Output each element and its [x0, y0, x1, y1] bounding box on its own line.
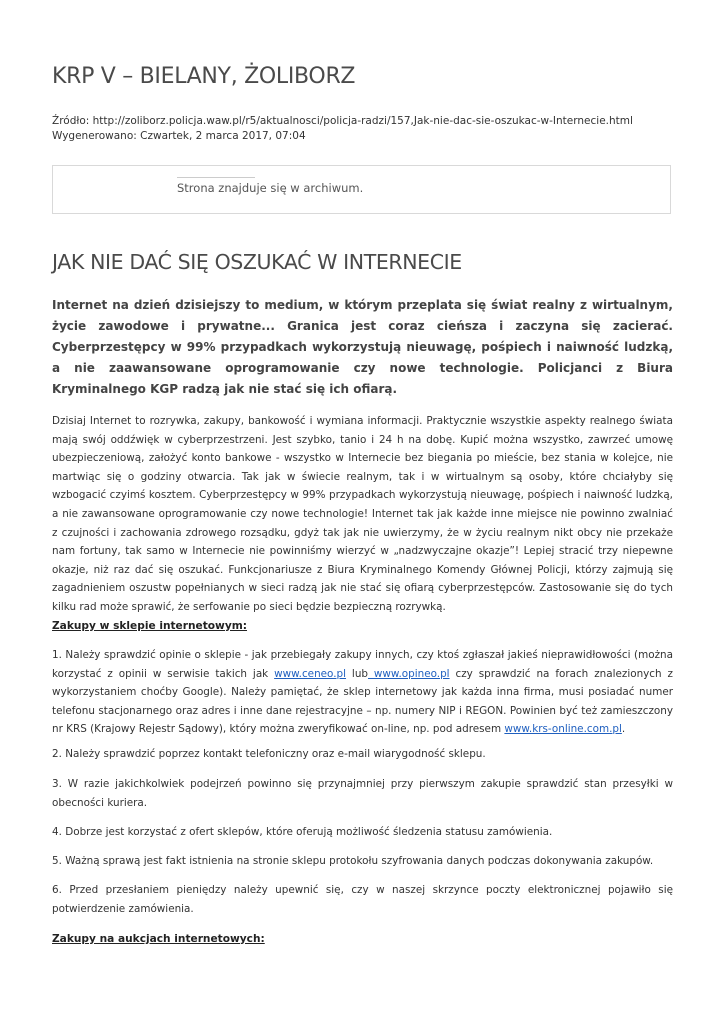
source-meta: [52, 114, 633, 144]
generated-date: Wygenerowano: Czwartek, 2 marca 2017, 07:04: [52, 130, 306, 142]
section-heading-auctions: Zakupy na aukcjach internetowych:: [52, 933, 265, 945]
krs-online-link[interactable]: www.krs-online.com.pl: [504, 723, 622, 736]
list-item-1-text-d: .: [621, 723, 626, 736]
list-item-4: 4. Dobrze jest korzystać z ofert sklepów, które oferują możliwość śledzenia statusu zamówienia.: [52, 826, 553, 838]
article-intro: Dzisiaj Internet to rozrywka, zakupy, bankowość i wymiana informacji. Praktycznie wszystkie aspekty realnego świata mają swój oddźwięk w cyberprzestrzeni. Jest szybko, tanio i 24 h na dobę. Kupić można wszystko, zawrzeć umowę ubezpieczeniową, założyć konto bankowe - wszystko w Internecie bez biegania po mieście, bez stania w kolejce, nie martwiąc się o godziny otwarcia. Tak jak w świecie realnym, tak i w wirtualnym są osoby, które chciałyby się wzbogacić czyimś kosztem. Cyberprzestępcy w 99% przypadkach wykorzystują nieuwagę, pośpiech i naiwność ludzką, a nie zawansowane oprogramowanie czy nowe technologie! Internet tak jak każde inne miejsce nie powinno zwalniać z czujności i zachowania zdrowego rozsądku, gdyż tak jak nie uwierzymy, że w życiu realnym nikt obcy nie przekaże nam fortuny, tak samo w Internecie nie powinniśmy wierzyć w „nadzwyczajne okazje”! Lepiej stracić trzy niepewne okazje, niż raz dać się oszukać. Funkcjonariusze z Biura Kryminalnego Komendy Głównej Policji, którzy zajmują się zagadnieniem oszustw popełnianych w sieci radzą jak nie stać się ofiarą cyberprzestępców. Zastosowanie się do tych kilku rad może sprawić, że serfowanie po sieci będzie bezpieczną rozrywką.: [52, 415, 673, 613]
list-item-1-text-a: 1. Należy sprawdzić opinie o sklepie - jak przebiegały zakupy innych, czy ktoś zgłaszał jakieś nieprawidłowości (można korzystać z opinii w serwisie takich jak: [52, 649, 673, 680]
article-title: JAK NIE DAĆ SIĘ OSZUKAĆ W INTERNECIE: [52, 250, 462, 274]
list-item-2: 2. Należy sprawdzić poprzez kontakt telefoniczny oraz e-mail wiarygodność sklepu.: [52, 748, 486, 760]
archive-notice: Strona znajduje się w archiwum.: [177, 181, 364, 195]
opineo-link[interactable]: www.opineo.pl: [368, 667, 450, 680]
list-item-6: 6. Przed przesłaniem pieniędzy należy upewnić się, czy w naszej skrzynce poczty elektronicznej pojawiło się potwierdzenie zamówienia.: [52, 884, 673, 915]
ceneo-link[interactable]: www.ceneo.pl: [274, 667, 347, 680]
archive-divider: [177, 177, 255, 178]
article-lead: Internet na dzień dzisiejszy to medium, w którym przeplata się świat realny z wirtualnym, życie zawodowe i prywatne... Granica jest coraz cieńsza i zaczyna się zacierać. Cyberprzestępcy w 99% przypadkach wykorzystują nieuwagę, pośpiech i naiwność ludzką, a nie zaawansowane oprogramowanie czy nowe technologie. Policjanci z Biura Kryminalnego KGP radzą jak nie stać się ich ofiarą.: [52, 298, 673, 396]
site-title: KRP V – BIELANY, ŻOLIBORZ: [52, 64, 356, 89]
archive-notice-box: [52, 165, 671, 214]
source-url: Źródło: http://zoliborz.policja.waw.pl/r5/aktualnosci/policja-radzi/157,Jak-nie-dac-sie-oszukac-w-Internecie.html: [52, 115, 633, 127]
list-item-3: 3. W razie jakichkolwiek podejrzeń powinno się przynajmniej przy pierwszym zakupie sprawdzić stan przesyłki w obecności kuriera.: [52, 778, 673, 809]
list-item-1-text-b: lub: [346, 667, 369, 680]
section-heading-online-shop: Zakupy w sklepie internetowym:: [52, 620, 248, 632]
list-item-1: [52, 646, 673, 739]
list-item-5: 5. Ważną sprawą jest fakt istnienia na stronie sklepu protokołu szyfrowania danych podczas dokonywania zakupów.: [52, 855, 654, 867]
list-item-1-text-c: czy sprawdzić na forach znalezionych z wykorzystaniem choćby Google). Należy pamiętać, że sklep internetowy jak każda inna firma, musi posiadać numer telefonu stacjonarnego oraz adres i inne dane rejestracyjne – np. numery NIP i REGON. Powinien być też zamieszczony nr KRS (Krajowy Rejestr Sądowy), który można zweryfikować on-line, np. pod adresem: [52, 667, 673, 736]
